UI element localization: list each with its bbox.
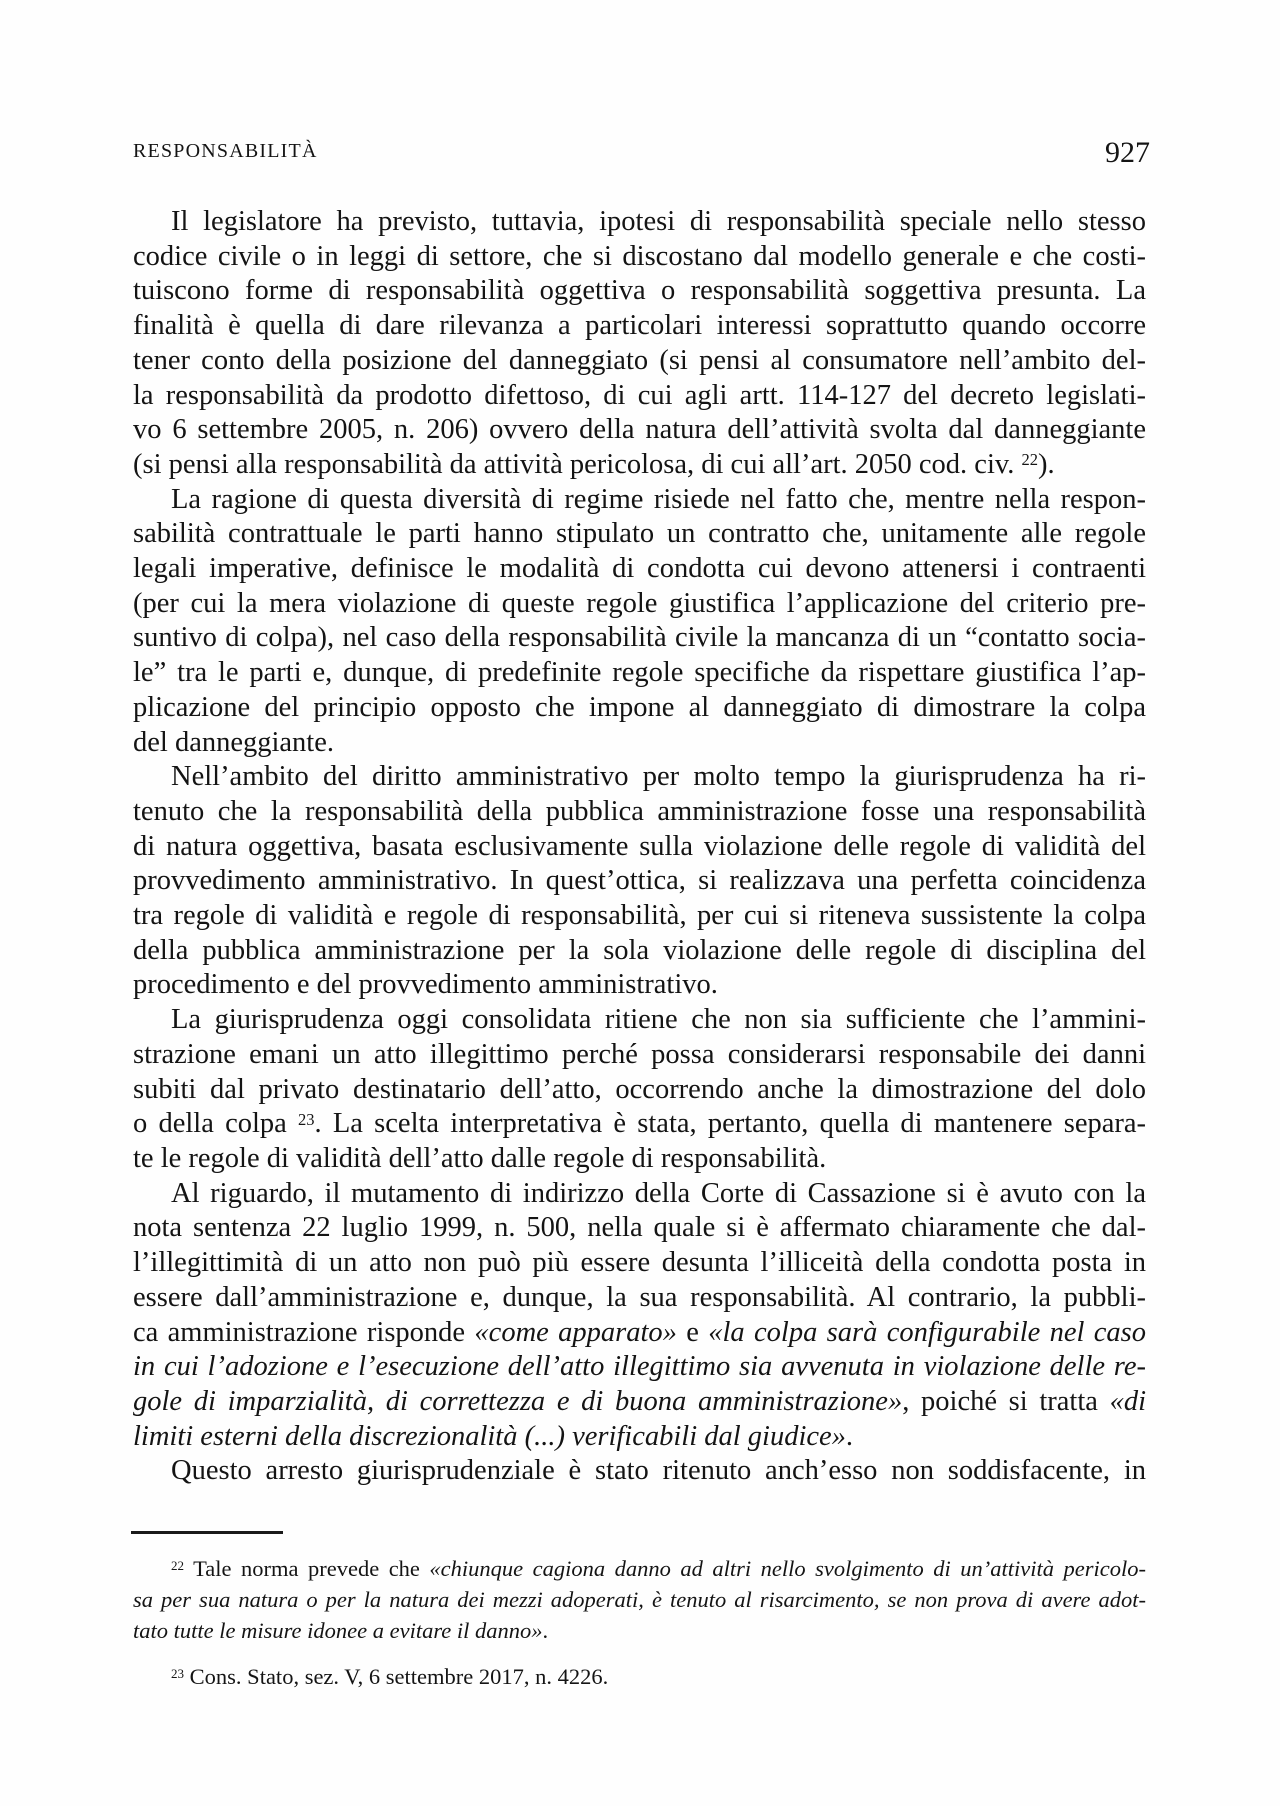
text-segment: te le regole di validità dell’atto dalle regole di responsabilità. (133, 1142, 827, 1174)
footnotes (133, 1553, 1146, 1692)
text-segment: . La scelta interpretativa è stata, pertanto, quella di mantenere separa- (314, 1108, 1146, 1140)
text-line (133, 899, 1146, 934)
footnote-separator-rule (131, 1531, 283, 1534)
text-line (133, 344, 1146, 379)
text-line (133, 656, 1146, 691)
text-segment: «come apparato» (474, 1316, 677, 1348)
text-segment: . (845, 1420, 854, 1452)
text-line (133, 968, 1146, 1003)
text-segment: codice civile o in leggi di settore, che si discostano dal modello generale e che costi- (133, 240, 1146, 272)
text-segment: tenuto che la responsabilità della pubblica amministrazione fosse una responsabilità (133, 795, 1146, 827)
paragraph (133, 1553, 1146, 1646)
text-segment: La giurisprudenza oggi consolidata ritiene che non sia sufficiente che l’ammini- (171, 1004, 1146, 1036)
text-segment: limiti esterni della discrezionalità (...) verificabili dal giudice» (133, 1420, 846, 1452)
text-segment: Il legislatore ha previsto, tuttavia, ipotesi di responsabilità speciale nello stesso (171, 206, 1146, 237)
text-segment: suntivo di colpa), nel caso della responsabilità civile la mancanza di un “contatto socia- (133, 622, 1146, 654)
text-segment: o della colpa (133, 1108, 299, 1140)
text-line (133, 726, 1146, 761)
body-text (133, 205, 1146, 1489)
text-segment: vo 6 settembre 2005, n. 206) ovvero della natura dell’attività svolta dal danneggiante (133, 414, 1146, 446)
text-line (133, 483, 1146, 518)
text-line (133, 448, 1146, 483)
text-segment: , poiché si tratta (902, 1385, 1110, 1417)
text-segment: in cui l’adozione e l’esecuzione dell’atto illegittimo sia avvenuta in violazione delle re- (133, 1351, 1146, 1383)
text-segment: sabilità contrattuale le parti hanno stipulato un contratto che, unitamente alle regole (133, 518, 1146, 550)
text-line (133, 1107, 1146, 1142)
text-line (133, 517, 1146, 552)
text-segment: «la colpa sarà configurabile nel caso (708, 1316, 1147, 1348)
text-segment: plicazione del principio opposto che impone al danneggiato di dimostrare la colpa (133, 691, 1146, 723)
text-line (133, 1316, 1146, 1351)
text-segment: della pubblica amministrazione per la sola violazione delle regole di disciplina del (133, 934, 1146, 966)
footnote-reference: 22 (1021, 450, 1039, 470)
text-line (133, 1003, 1146, 1038)
text-line (133, 1615, 1146, 1646)
text-line (133, 621, 1146, 656)
text-segment: l’illegittimità di un atto non può più essere desunta l’illiceità della condotta posta in (133, 1247, 1146, 1279)
text-segment: di natura oggettiva, basata esclusivamente sulla violazione delle regole di validità del (133, 830, 1146, 862)
paragraph (133, 483, 1146, 761)
paragraph (133, 760, 1146, 1003)
text-line (133, 934, 1146, 969)
text-line (133, 552, 1146, 587)
text-line (133, 1142, 1146, 1177)
text-segment: ). (1038, 448, 1055, 480)
text-line (133, 795, 1146, 830)
text-line (133, 691, 1146, 726)
text-line (133, 379, 1146, 414)
text-line (133, 1281, 1146, 1316)
text-segment: «di (1109, 1385, 1146, 1417)
footnote-reference: 23 (298, 1109, 315, 1129)
text-line (133, 1211, 1146, 1246)
text-segment: «chiunque cagiona danno ad altri nello svolgimento di un’attività pericolo- (429, 1556, 1146, 1581)
text-segment: tato tutte le misure idonee a evitare il danno» (133, 1618, 543, 1643)
text-line (133, 1073, 1146, 1108)
footnote-reference: 22 (171, 1558, 185, 1574)
text-line (133, 1385, 1146, 1420)
running-title: RESPONSABILITÀ (133, 140, 318, 162)
text-segment: Nell’ambito del diritto amministrativo per molto tempo la giurisprudenza ha ri- (171, 761, 1146, 793)
text-line (133, 1350, 1146, 1385)
text-segment: tener conto della posizione del danneggiato (si pensi al consumatore nell’ambito del- (133, 344, 1146, 376)
footnote-reference: 23 (171, 1666, 185, 1682)
text-segment: (si pensi alla responsabilità da attività pericolosa, di cui all’art. 2050 cod. civ. (133, 448, 1022, 480)
paragraph (133, 205, 1146, 483)
paragraph (133, 1454, 1146, 1489)
text-segment: legali imperative, definisce le modalità di condotta cui devono attenersi i contraenti (133, 553, 1146, 585)
text-segment: tuiscono forme di responsabilità oggettiva o responsabilità soggettiva presunta. La (133, 275, 1146, 307)
text-line (133, 1454, 1146, 1489)
text-line (133, 864, 1146, 899)
text-segment: strazione emani un atto illegittimo perché possa considerarsi responsabile dei danni (133, 1038, 1146, 1070)
text-segment: provvedimento amministrativo. In quest’ottica, si realizzava una perfetta coincidenza (133, 865, 1146, 897)
text-line (133, 205, 1146, 240)
text-line (133, 587, 1146, 622)
text-line (133, 1553, 1146, 1584)
text-segment: La ragione di questa diversità di regime risiede nel fatto che, mentre nella respon- (171, 483, 1146, 515)
text-segment: essere dall’amministrazione e, dunque, la sua responsabilità. Al contrario, la pubbli- (133, 1281, 1146, 1313)
text-segment: sa per sua natura o per la natura dei mezzi adoperati, è tenuto al risarcimento, se non prova di avere adot- (133, 1587, 1146, 1612)
text-segment: Tale norma prevede che (184, 1556, 430, 1581)
text-line (133, 830, 1146, 865)
paragraph (133, 1003, 1146, 1177)
text-line (133, 413, 1146, 448)
text-segment: Questo arresto giurisprudenziale è stato ritenuto anch’esso non soddisfacente, in (171, 1455, 1146, 1487)
text-segment: gole di imparzialità, di correttezza e di buona amministrazione» (133, 1385, 903, 1417)
text-segment: (per cui la mera violazione di queste regole giustifica l’applicazione del criterio pre- (133, 587, 1146, 619)
text-line (133, 274, 1146, 309)
text-line (133, 240, 1146, 275)
text-segment: . (542, 1618, 549, 1643)
text-line (133, 1246, 1146, 1281)
text-segment: nota sentenza 22 luglio 1999, n. 500, nella quale si è affermato chiaramente che dal- (133, 1212, 1146, 1244)
text-segment: ca amministrazione risponde (133, 1316, 475, 1348)
text-segment: Cons. Stato, sez. V, 6 settembre 2017, n. 4226. (184, 1664, 609, 1689)
page-number: 927 (1105, 136, 1150, 169)
text-segment: la responsabilità da prodotto difettoso, di cui agli artt. 114-127 del decreto legislati- (133, 379, 1146, 411)
paragraph (133, 1177, 1146, 1455)
text-segment: le” tra le parti e, dunque, di predefinite regole specifiche da rispettare giustifica l’ap- (133, 657, 1146, 689)
text-segment: procedimento e del provvedimento amministrativo. (133, 969, 718, 1001)
paragraph (133, 1661, 1146, 1692)
text-segment: e (676, 1316, 709, 1348)
text-segment: tra regole di validità e regole di responsabilità, per cui si riteneva sussistente la colpa (133, 900, 1146, 932)
text-line (133, 760, 1146, 795)
text-line (133, 309, 1146, 344)
text-segment: del danneggiante. (133, 726, 335, 758)
text-segment: subiti dal privato destinatario dell’atto, occorrendo anche la dimostrazione del dolo (133, 1073, 1146, 1105)
text-line (133, 1177, 1146, 1212)
text-line (133, 1420, 1146, 1455)
text-line (133, 1584, 1146, 1615)
text-line (133, 1038, 1146, 1073)
text-segment: Al riguardo, il mutamento di indirizzo della Corte di Cassazione si è avuto con la (171, 1177, 1146, 1209)
text-segment: finalità è quella di dare rilevanza a particolari interessi soprattutto quando occorre (133, 310, 1146, 342)
text-line (133, 1661, 1146, 1692)
